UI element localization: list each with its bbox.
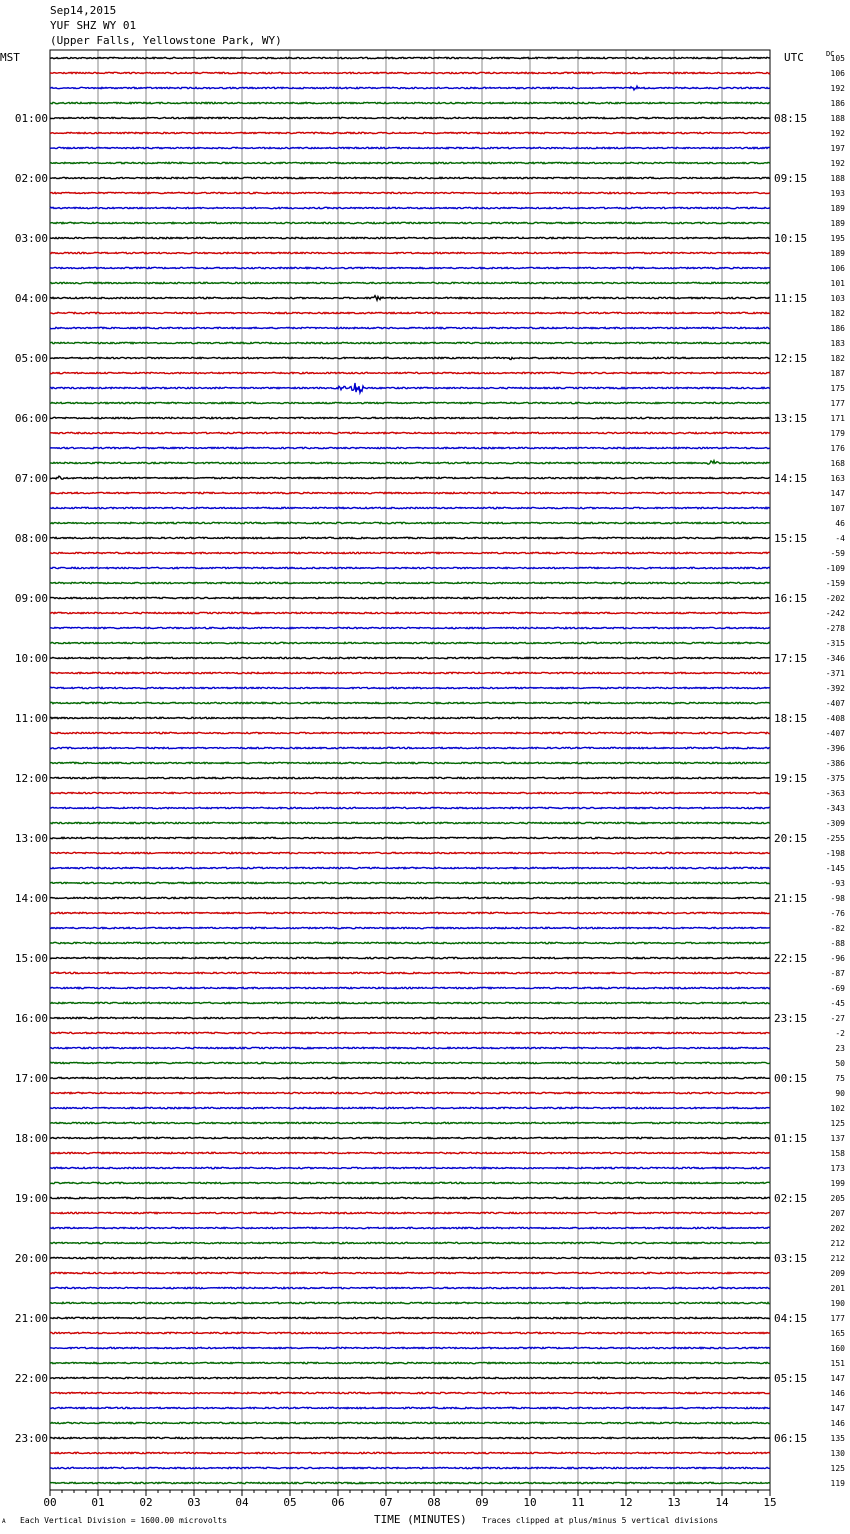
dc-offset-label: 75: [835, 1074, 845, 1083]
x-tick-label: 00: [43, 1496, 57, 1509]
seismic-trace: [50, 1182, 770, 1183]
mst-hour-label: 11:00: [14, 712, 48, 725]
dc-offset-label: 173: [830, 1164, 845, 1173]
dc-offset-label: -159: [825, 579, 845, 588]
seismic-trace: [50, 1032, 770, 1033]
x-tick-label: 10: [523, 1496, 537, 1509]
dc-offset-label: -27: [830, 1014, 845, 1023]
seismic-trace: [50, 402, 770, 403]
seismic-trace: [50, 282, 770, 283]
dc-offset-label: 177: [830, 1314, 845, 1323]
seismic-trace: [50, 327, 770, 328]
seismic-trace: [50, 1392, 770, 1393]
seismic-trace: [50, 1167, 770, 1168]
dc-offset-label: -371: [825, 669, 845, 678]
dc-offset-label: -363: [825, 789, 845, 798]
utc-hour-label: 19:15: [774, 772, 808, 785]
seismic-trace: [50, 942, 770, 943]
seismic-trace: [50, 222, 770, 223]
dc-offset-label: -69: [830, 984, 845, 993]
seismic-trace: [50, 1077, 770, 1078]
dc-offset-label: 193: [830, 189, 845, 198]
mst-hour-label: 10:00: [14, 652, 48, 665]
dc-offset-label: -198: [825, 849, 845, 858]
dc-offset-label: -109: [825, 564, 845, 573]
utc-hour-label: 09:15: [774, 172, 808, 185]
dc-offset-label: 209: [830, 1269, 845, 1278]
seismic-trace: [50, 252, 770, 253]
dc-offset-label: -346: [825, 654, 845, 663]
seismic-trace: [50, 627, 770, 628]
dc-offset-label: 176: [830, 444, 845, 453]
dc-offset-label: -4: [835, 534, 845, 543]
dc-offset-label: 186: [830, 99, 845, 108]
seismic-trace: [50, 372, 770, 373]
dc-offset-label: 106: [830, 264, 845, 273]
seismic-trace: [50, 777, 770, 778]
seismic-trace: [50, 1407, 770, 1408]
seismic-trace: [50, 1212, 770, 1213]
mst-hour-label: 20:00: [14, 1252, 48, 1265]
dc-offset-label: 158: [830, 1149, 845, 1158]
seismic-trace: [50, 72, 770, 73]
dc-offset-label: 190: [830, 1299, 845, 1308]
seismic-trace: [50, 867, 770, 868]
mst-hour-label: 06:00: [14, 412, 48, 425]
utc-hour-label: 06:15: [774, 1432, 808, 1445]
utc-hour-label: 16:15: [774, 592, 808, 605]
utc-hour-label: 22:15: [774, 952, 808, 965]
seismic-trace: [50, 1017, 770, 1018]
dc-offset-label: 90: [835, 1089, 845, 1098]
utc-hour-label: 08:15: [774, 112, 808, 125]
dc-offset-label: -408: [825, 714, 845, 723]
seismic-trace: [50, 1122, 770, 1123]
dc-label: DC: [826, 50, 835, 58]
mst-hour-label: 07:00: [14, 472, 48, 485]
seismic-trace: [50, 822, 770, 823]
utc-hour-label: 00:15: [774, 1072, 808, 1085]
dc-offset-label: -88: [830, 939, 845, 948]
dc-offset-label: -343: [825, 804, 845, 813]
dc-offset-label: 192: [830, 129, 845, 138]
seismic-trace: [50, 342, 770, 343]
dc-offset-label: -242: [825, 609, 845, 618]
mst-hour-label: 16:00: [14, 1012, 48, 1025]
seismic-trace: [50, 383, 770, 393]
seismic-trace: [50, 492, 770, 493]
dc-offset-label: 107: [830, 504, 845, 513]
seismic-trace: [50, 732, 770, 733]
dc-offset-label: 163: [830, 474, 845, 483]
seismic-trace: [50, 1437, 770, 1438]
dc-offset-label: 146: [830, 1389, 845, 1398]
mst-hour-label: 03:00: [14, 232, 48, 245]
dc-offset-label: 168: [830, 459, 845, 468]
seismic-trace: [50, 657, 770, 658]
seismic-trace: [50, 1362, 770, 1363]
dc-offset-label: 182: [830, 354, 845, 363]
utc-hour-label: 23:15: [774, 1012, 808, 1025]
dc-offset-label: -278: [825, 624, 845, 633]
seismic-trace: [50, 1482, 770, 1483]
dc-offset-label: 199: [830, 1179, 845, 1188]
seismic-trace: [50, 1317, 770, 1318]
utc-hour-label: 12:15: [774, 352, 808, 365]
dc-offset-label: 192: [830, 159, 845, 168]
utc-label: UTC: [784, 51, 804, 64]
dc-offset-label: 119: [830, 1479, 845, 1488]
utc-hour-label: 17:15: [774, 652, 808, 665]
seismic-trace: [50, 1332, 770, 1333]
seismic-trace: [50, 852, 770, 853]
utc-hour-label: 05:15: [774, 1372, 808, 1385]
mst-hour-label: 19:00: [14, 1192, 48, 1205]
utc-hour-label: 11:15: [774, 292, 808, 305]
dc-offset-label: -2: [835, 1029, 845, 1038]
mst-hour-label: 21:00: [14, 1312, 48, 1325]
seismic-trace: [50, 672, 770, 673]
seismic-trace: [50, 117, 770, 118]
x-tick-label: 12: [619, 1496, 633, 1509]
dc-offset-label: 23: [835, 1044, 845, 1053]
seismic-trace: [50, 102, 770, 103]
clip-note: Traces clipped at plus/minus 5 vertical divisions: [482, 1516, 719, 1525]
seismic-trace: [50, 717, 770, 718]
dc-offset-label: 197: [830, 144, 845, 153]
dc-offset-label: -45: [830, 999, 845, 1008]
location-label: (Upper Falls, Yellowstone Park, WY): [50, 34, 282, 47]
dc-offset-label: 188: [830, 114, 845, 123]
seismic-trace: [50, 582, 770, 583]
seismic-trace: [50, 1107, 770, 1108]
seismic-trace: [50, 762, 770, 763]
seismic-trace: [50, 476, 770, 479]
seismic-trace: [50, 972, 770, 973]
x-tick-label: 08: [427, 1496, 441, 1509]
mst-hour-label: 17:00: [14, 1072, 48, 1085]
seismic-trace: [50, 1257, 770, 1258]
seismic-trace: [50, 207, 770, 208]
seismic-trace: [50, 837, 770, 838]
mst-hour-label: 01:00: [14, 112, 48, 125]
utc-hour-label: 03:15: [774, 1252, 808, 1265]
dc-offset-label: 101: [830, 279, 845, 288]
dc-offset-label: -407: [825, 699, 845, 708]
seismic-trace: [50, 507, 770, 508]
dc-offset-label: -59: [830, 549, 845, 558]
dc-offset-label: 50: [835, 1059, 845, 1068]
dc-offset-label: 182: [830, 309, 845, 318]
utc-hour-label: 04:15: [774, 1312, 808, 1325]
dc-offset-label: -309: [825, 819, 845, 828]
utc-hour-label: 13:15: [774, 412, 808, 425]
mst-hour-label: 15:00: [14, 952, 48, 965]
mst-label: MST: [0, 51, 20, 64]
x-tick-label: 07: [379, 1496, 393, 1509]
seismic-trace: [50, 1302, 770, 1303]
x-tick-label: 06: [331, 1496, 345, 1509]
seismic-trace: [50, 897, 770, 898]
x-tick-label: 13: [667, 1496, 681, 1509]
dc-offset-label: 130: [830, 1449, 845, 1458]
dc-offset-label: -145: [825, 864, 845, 873]
dc-offset-label: 103: [830, 294, 845, 303]
dc-offset-label: 201: [830, 1284, 845, 1293]
seismic-trace: [50, 312, 770, 313]
dc-offset-label: -76: [830, 909, 845, 918]
seismic-trace: [50, 927, 770, 928]
seismic-trace: [50, 147, 770, 148]
dc-offset-label: 175: [830, 384, 845, 393]
x-tick-label: 02: [139, 1496, 153, 1509]
seismic-trace: [50, 552, 770, 553]
seismic-trace: [50, 357, 770, 359]
seismic-trace: [50, 162, 770, 163]
mst-hour-label: 04:00: [14, 292, 48, 305]
mst-hour-label: 18:00: [14, 1132, 48, 1145]
utc-hour-label: 15:15: [774, 532, 808, 545]
seismic-trace: [50, 132, 770, 133]
mst-hour-label: 08:00: [14, 532, 48, 545]
dc-offset-label: 137: [830, 1134, 845, 1143]
dc-offset-label: -407: [825, 729, 845, 738]
dc-offset-label: -392: [825, 684, 845, 693]
seismic-trace: [50, 1047, 770, 1048]
seismic-trace: [50, 1452, 770, 1453]
seismic-trace: [50, 461, 770, 465]
seismic-trace: [50, 537, 770, 538]
seismic-trace: [50, 1002, 770, 1003]
dc-offset-label: -82: [830, 924, 845, 933]
dc-offset-label: -87: [830, 969, 845, 978]
dc-offset-label: 135: [830, 1434, 845, 1443]
seismic-trace: [50, 882, 770, 883]
dc-offset-label: 195: [830, 234, 845, 243]
utc-hour-label: 20:15: [774, 832, 808, 845]
dc-offset-label: 202: [830, 1224, 845, 1233]
x-tick-label: 01: [91, 1496, 105, 1509]
mst-hour-label: 22:00: [14, 1372, 48, 1385]
x-tick-label: 14: [715, 1496, 729, 1509]
seismic-trace: [50, 1377, 770, 1378]
dc-offset-label: 212: [830, 1239, 845, 1248]
dc-offset-label: -93: [830, 879, 845, 888]
seismic-trace: [50, 792, 770, 793]
dc-offset-label: -255: [825, 834, 845, 843]
dc-offset-label: 160: [830, 1344, 845, 1353]
seismic-trace: [50, 417, 770, 418]
mst-hour-label: 02:00: [14, 172, 48, 185]
x-tick-label: 09: [475, 1496, 489, 1509]
dc-offset-label: 188: [830, 174, 845, 183]
dc-offset-label: 189: [830, 219, 845, 228]
scale-note: Each Vertical Division = 1600.00 microvolts: [20, 1516, 228, 1525]
dc-offset-label: 205: [830, 1194, 845, 1203]
seismic-trace: [50, 807, 770, 808]
date-label: Sep14,2015: [50, 4, 117, 17]
dc-offset-label: 151: [830, 1359, 845, 1368]
dc-offset-label: 105: [830, 54, 845, 63]
dc-offset-label: 125: [830, 1464, 845, 1473]
dc-offset-label: 165: [830, 1329, 845, 1338]
x-tick-label: 05: [283, 1496, 297, 1509]
seismic-trace: [50, 192, 770, 193]
dc-offset-label: 179: [830, 429, 845, 438]
dc-offset-label: -96: [830, 954, 845, 963]
dc-offset-label: 192: [830, 84, 845, 93]
dc-offset-label: -396: [825, 744, 845, 753]
dc-offset-label: 183: [830, 339, 845, 348]
utc-hour-label: 02:15: [774, 1192, 808, 1205]
utc-hour-label: 14:15: [774, 472, 808, 485]
seismic-trace: [50, 1152, 770, 1153]
mst-hour-label: 23:00: [14, 1432, 48, 1445]
seismic-trace: [50, 957, 770, 958]
dc-offset-label: 147: [830, 489, 845, 498]
seismic-trace: [50, 642, 770, 643]
dc-offset-label: 189: [830, 249, 845, 258]
mst-hour-label: 12:00: [14, 772, 48, 785]
corner-mark: A: [2, 1518, 6, 1525]
dc-offset-label: -375: [825, 774, 845, 783]
dc-offset-label: -315: [825, 639, 845, 648]
seismic-trace: [50, 1287, 770, 1288]
utc-hour-label: 18:15: [774, 712, 808, 725]
seismic-trace: [50, 522, 770, 523]
x-tick-label: 03: [187, 1496, 201, 1509]
dc-offset-label: 125: [830, 1119, 845, 1128]
seismic-trace: [50, 1242, 770, 1243]
dc-offset-label: 189: [830, 204, 845, 213]
seismic-trace: [50, 747, 770, 748]
seismic-trace: [50, 702, 770, 703]
seismic-trace: [50, 567, 770, 568]
dc-offset-label: 106: [830, 69, 845, 78]
seismic-trace: [50, 612, 770, 613]
dc-offset-label: 177: [830, 399, 845, 408]
seismic-trace: [50, 57, 770, 58]
seismic-trace: [50, 912, 770, 913]
mst-hour-label: 13:00: [14, 832, 48, 845]
dc-offset-label: 147: [830, 1374, 845, 1383]
dc-offset-label: 147: [830, 1404, 845, 1413]
dc-offset-label: 187: [830, 369, 845, 378]
seismic-trace: [50, 267, 770, 268]
dc-offset-label: 207: [830, 1209, 845, 1218]
x-tick-label: 11: [571, 1496, 585, 1509]
seismic-trace: [50, 1422, 770, 1423]
seismic-trace: [50, 987, 770, 988]
station-label: YUF SHZ WY 01: [50, 19, 137, 32]
dc-offset-label: 102: [830, 1104, 845, 1113]
seismic-trace: [50, 177, 770, 178]
mst-hour-label: 14:00: [14, 892, 48, 905]
seismic-trace: [50, 1347, 770, 1348]
x-tick-label: 15: [763, 1496, 777, 1509]
seismic-trace: [50, 296, 770, 300]
seismic-trace: [50, 1272, 770, 1273]
dc-offset-label: -386: [825, 759, 845, 768]
utc-hour-label: 01:15: [774, 1132, 808, 1145]
dc-offset-label: 146: [830, 1419, 845, 1428]
utc-hour-label: 10:15: [774, 232, 808, 245]
seismic-trace: [50, 597, 770, 598]
dc-offset-label: -98: [830, 894, 845, 903]
x-tick-label: 04: [235, 1496, 249, 1509]
seismic-trace: [50, 1137, 770, 1138]
seismic-trace: [50, 1062, 770, 1063]
seismic-trace: [50, 1227, 770, 1228]
seismic-trace: [50, 86, 770, 90]
mst-hour-label: 09:00: [14, 592, 48, 605]
seismic-trace: [50, 432, 770, 433]
seismic-trace: [50, 447, 770, 448]
seismic-trace: [50, 1092, 770, 1093]
seismic-trace: [50, 687, 770, 688]
dc-offset-label: 186: [830, 324, 845, 333]
dc-offset-label: 171: [830, 414, 845, 423]
seismic-trace: [50, 237, 770, 238]
seismic-trace: [50, 1467, 770, 1468]
dc-offset-label: -202: [825, 594, 845, 603]
dc-offset-label: 212: [830, 1254, 845, 1263]
utc-hour-label: 21:15: [774, 892, 808, 905]
mst-hour-label: 05:00: [14, 352, 48, 365]
seismic-trace: [50, 1197, 770, 1198]
dc-offset-label: 46: [835, 519, 845, 528]
x-axis-label: TIME (MINUTES): [374, 1513, 467, 1526]
